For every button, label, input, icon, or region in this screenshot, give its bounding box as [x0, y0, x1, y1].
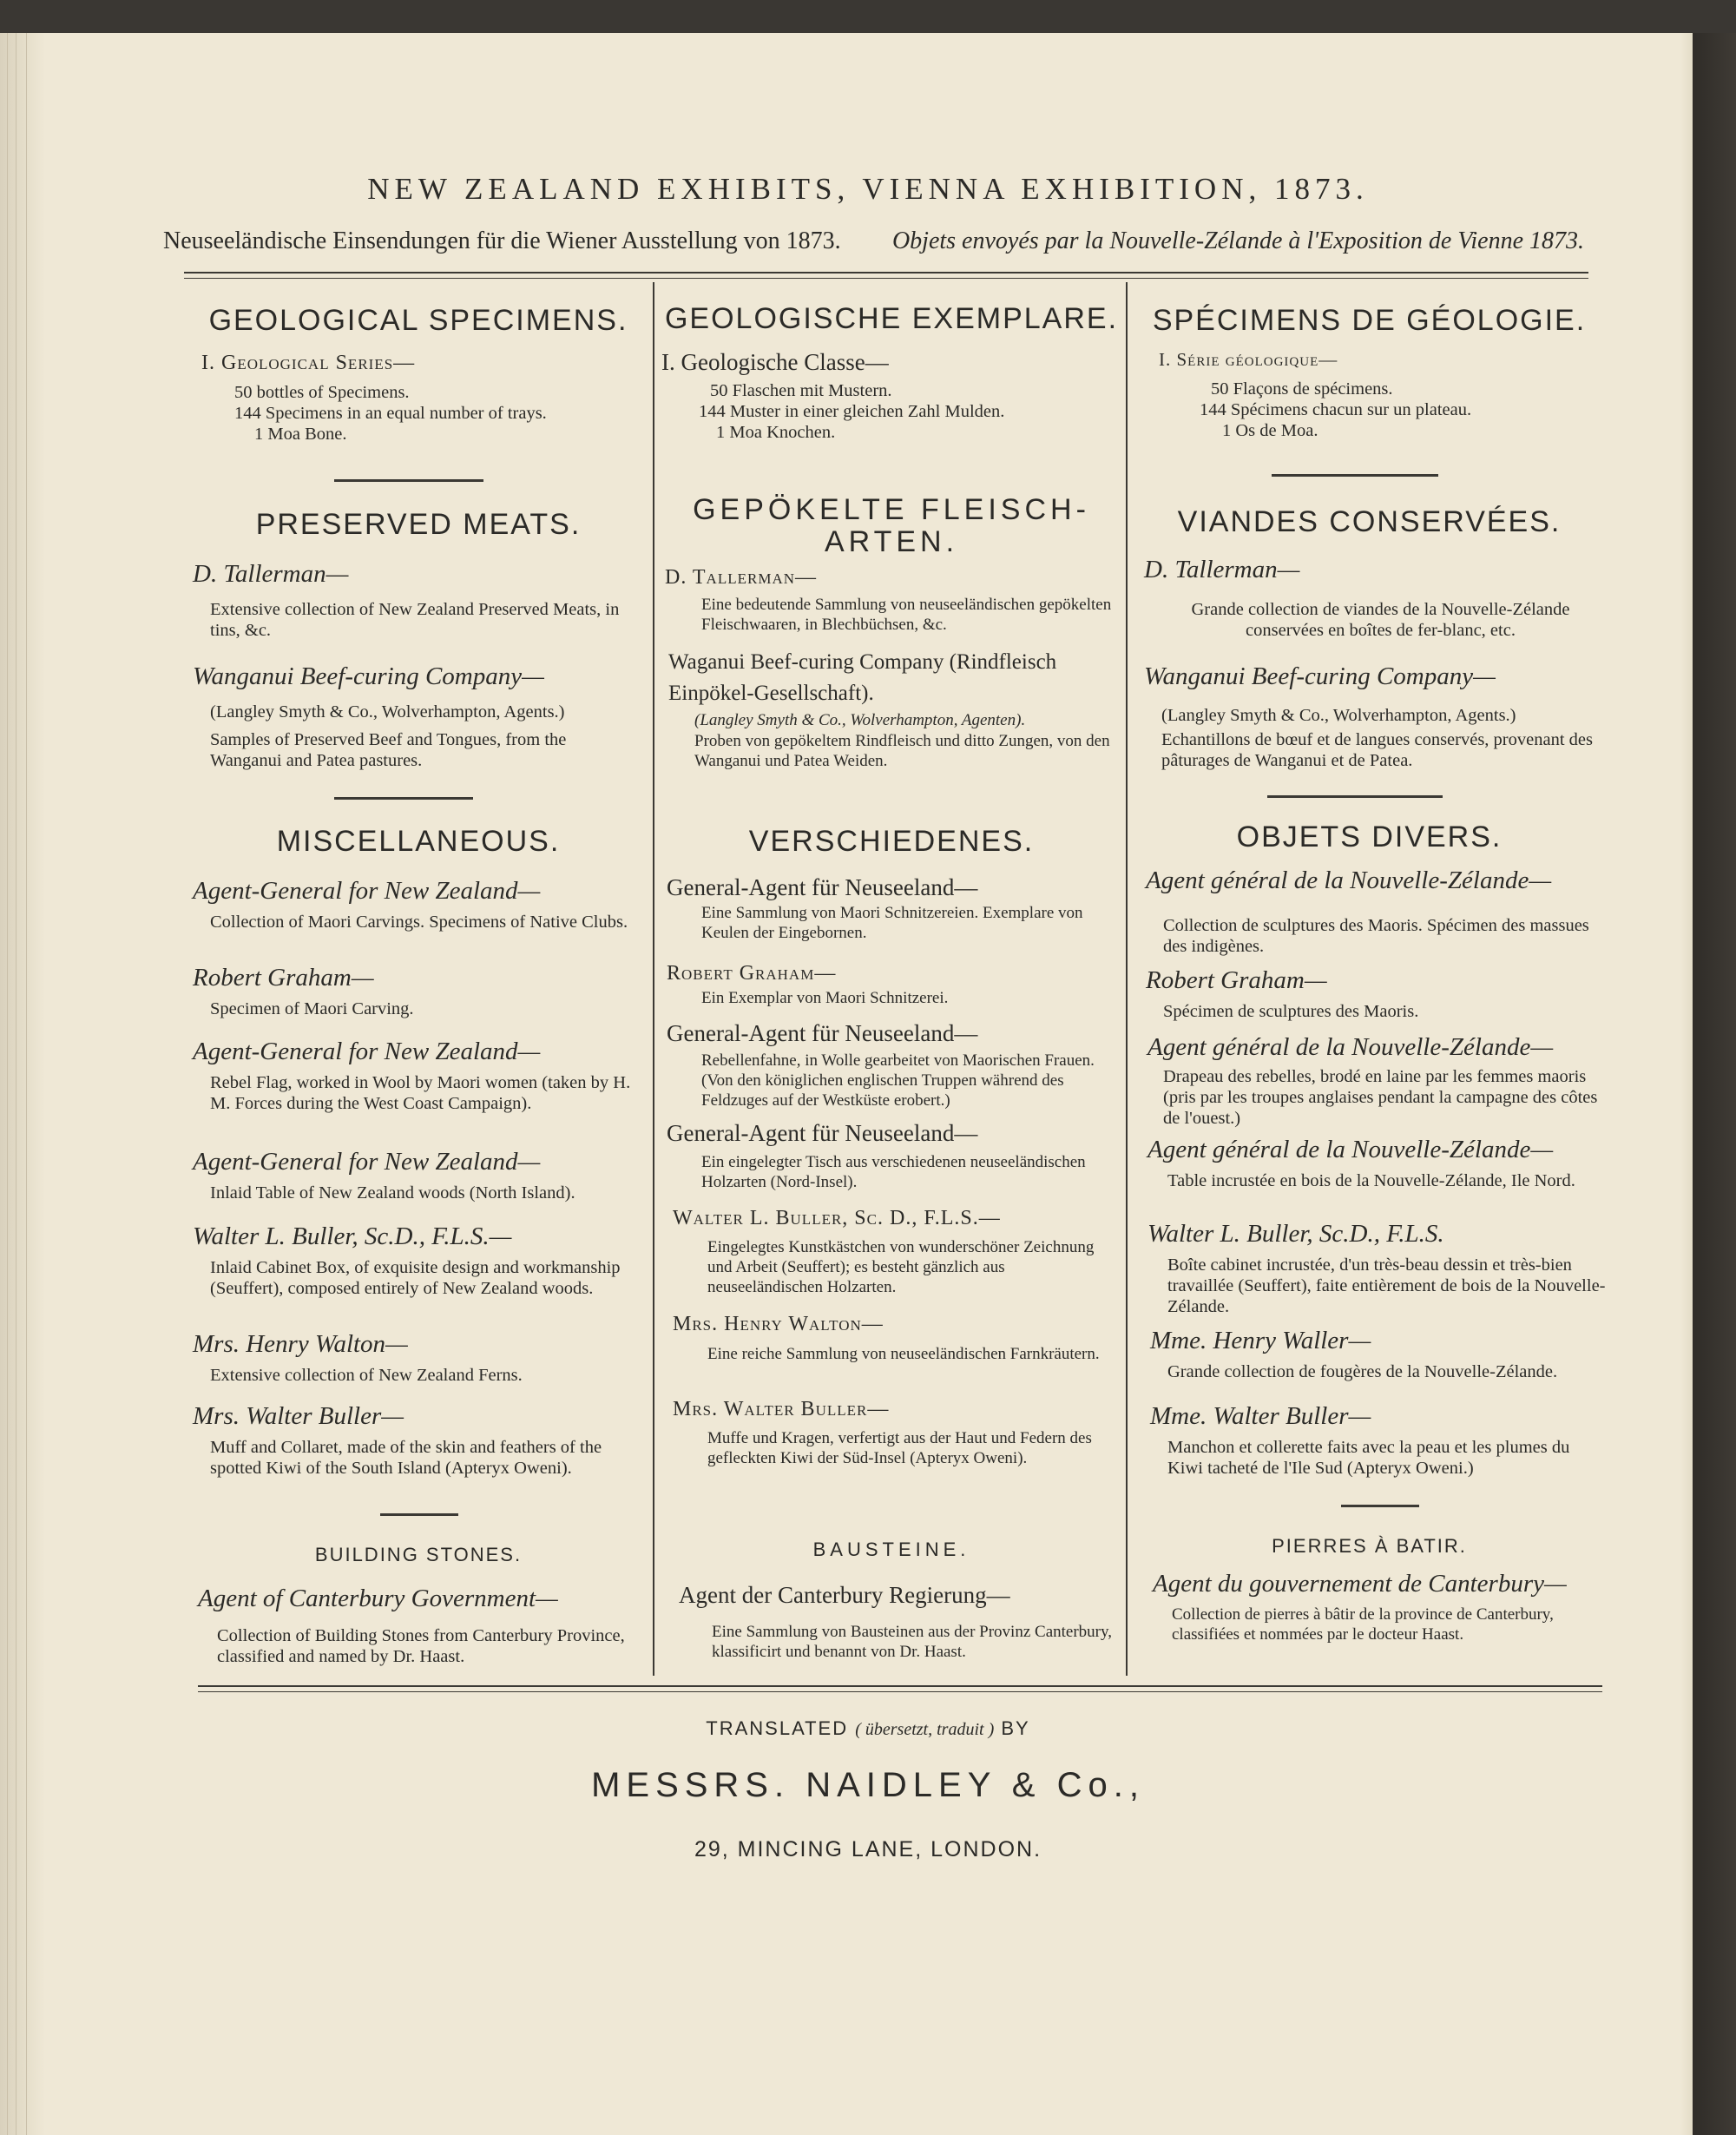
header-rule-bottom — [184, 278, 1588, 279]
exhibit-description: Eine bedeutende Sammlung von neuseeländischen gepökelten Fleischwaaren, in Blechbüchsen, &c. — [701, 596, 1112, 634]
exhibit-description: Extensive collection of New Zealand Ferns. — [210, 1366, 523, 1385]
geo-item: 50 Flaschen mit Mustern. — [710, 381, 892, 400]
exhibit-description: Grande collection de fougères de la Nouvelle-Zélande. — [1167, 1362, 1558, 1381]
by-label: BY — [1001, 1717, 1030, 1739]
translator-address: 29, MINCING LANE, LONDON. — [694, 1837, 1042, 1862]
gepokelte-fleischarten-heading: GEPÖKELTE FLEISCH- — [693, 493, 1090, 526]
exhibitor-name: Agent général de la Nouvelle-Zélande— — [1147, 1033, 1554, 1061]
gepokelte-fleischarten-heading-line2: ARTEN. — [824, 525, 959, 558]
exhibit-description: Collection de pierres à bâtir de la province de Canterbury, classifiées et nommées par le docteur Haast. — [1172, 1605, 1554, 1644]
geological-series-label: I. Geologische Classe— — [661, 349, 889, 375]
exhibit-description: Drapeau des rebelles, brodé en laine par les femmes maoris (pris par les troupes anglaises pendant la campagne des côtes de l'ouest.) — [1163, 1067, 1598, 1128]
geo-item: 50 bottles of Specimens. — [234, 383, 410, 402]
section-divider — [334, 479, 483, 482]
exhibitor-name: Walter L. Buller, Sc.D., F.L.S. — [1147, 1220, 1444, 1248]
exhibit-description: Inlaid Table of New Zealand woods (North Island). — [210, 1183, 575, 1203]
objets-divers-heading: OBJETS DIVERS. — [1236, 820, 1503, 853]
footer-rule-bottom — [198, 1691, 1602, 1692]
geo-item: 1 Moa Knochen. — [716, 423, 836, 442]
exhibitor-name: General-Agent für Neuseeland— — [667, 1020, 978, 1046]
column-divider-right — [1126, 282, 1128, 1676]
geologische-exemplare-heading: GEOLOGISCHE EXEMPLARE. — [664, 302, 1119, 335]
exhibitor-name: Robert Graham— — [1146, 966, 1327, 994]
exhibit-description: Eingelegtes Kunstkästchen von wunderschöner Zeichnung und Arbeit (Seuffert); es besteht gänzlich aus neuseeländischen Holzarten. — [707, 1238, 1095, 1296]
translator-firm: MESSRS. NAIDLEY & Co., — [591, 1766, 1145, 1804]
section-divider — [380, 1513, 458, 1516]
specimens-de-geologie-heading: SPÉCIMENS DE GÉOLOGIE. — [1152, 304, 1587, 337]
exhibitor-name: General-Agent für Neuseeland— — [667, 1120, 978, 1146]
geological-specimens-heading: GEOLOGICAL SPECIMENS. — [208, 304, 628, 337]
exhibit-description: Spécimen de sculptures des Maoris. — [1163, 1002, 1419, 1021]
translated-parenthetical: ( übersetzt, traduit ) — [855, 1720, 995, 1739]
exhibit-description: Manchon et collerette faits avec la peau et les plumes du Kiwi tacheté de l'Ile Sud (Apteryx Oweni.) — [1167, 1438, 1570, 1478]
exhibit-description: Muff and Collaret, made of the skin and feathers of the spotted Kiwi of the South Island (Apteryx Oweni). — [210, 1438, 602, 1478]
geo-item: 1 Moa Bone. — [254, 425, 347, 444]
exhibit-description: Samples of Preserved Beef and Tongues, from the Wanganui and Patea pastures. — [210, 730, 567, 770]
exhibitor-name: Walter L. Buller, Sc.D., F.L.S.— — [193, 1222, 512, 1250]
exhibit-description: Specimen of Maori Carving. — [210, 999, 414, 1018]
page-title: NEW ZEALAND EXHIBITS, VIENNA EXHIBITION, 1873. — [367, 172, 1369, 206]
exhibit-description: Echantillons de bœuf et de langues conservés, provenant des pâturages de Wanganui et de Patea. — [1161, 730, 1593, 770]
exhibitor-agents: (Langley Smyth & Co., Wolverhampton, Agents.) — [1161, 706, 1516, 725]
exhibitor-name: Mme. Walter Buller— — [1150, 1402, 1371, 1430]
exhibitor-name: Wanganui Beef-curing Company— — [193, 662, 544, 690]
exhibitor-name: Robert Graham— — [193, 964, 374, 992]
building-stones-heading: BUILDING STONES. — [314, 1544, 523, 1565]
exhibitor-name: Agent général de la Nouvelle-Zélande— — [1147, 1136, 1554, 1163]
section-divider — [1272, 474, 1438, 477]
translated-label: TRANSLATED — [706, 1717, 849, 1739]
exhibit-description: Grande collection de viandes de la Nouvelle-Zélande conservées en boîtes de fer-blanc, etc. — [1191, 600, 1570, 640]
exhibit-description: Eine Sammlung von Bausteinen aus der Provinz Canterbury, klassificirt und benannt von Dr. Haast. — [712, 1623, 1113, 1661]
geo-item: 144 Spécimens chacun sur un plateau. — [1200, 400, 1472, 419]
exhibitor-name: Mrs. Walter Buller— — [193, 1402, 404, 1430]
exhibit-description: Table incrustée en bois de la Nouvelle-Zélande, Ile Nord. — [1167, 1171, 1575, 1190]
exhibit-description: Eine Sammlung von Maori Schnitzereien. Exemplare von Keulen der Eingebornen. — [701, 904, 1083, 942]
exhibitor-name: D. Tallerman— — [193, 560, 349, 588]
exhibit-description: Collection of Building Stones from Canterbury Province, classified and named by Dr. Haast. — [217, 1626, 625, 1666]
section-divider — [1267, 795, 1443, 798]
exhibitor-name: Walter L. Buller, Sc. D., F.L.S.— — [673, 1207, 1001, 1229]
right-page-edge — [1680, 33, 1693, 2135]
exhibitor-agents: (Langley Smyth & Co., Wolverhampton, Agenten). — [694, 711, 1026, 729]
geological-series-label: I. Geological Series— — [201, 352, 416, 374]
pierres-a-batir-heading: PIERRES À BATIR. — [1272, 1535, 1467, 1557]
geo-item: 144 Specimens in an equal number of trays. — [234, 404, 547, 423]
exhibit-description: Rebel Flag, worked in Wool by Maori women (taken by H. M. Forces during the West Coast Campaign). — [210, 1073, 631, 1113]
geo-item: 144 Muster in einer gleichen Zahl Mulden. — [699, 402, 1005, 421]
exhibitor-name: Agent-General for New Zealand— — [193, 1148, 541, 1176]
geological-series-label: I. Série géologique— — [1159, 349, 1338, 370]
translated-by-line — [0, 1717, 1736, 1740]
miscellaneous-heading: MISCELLANEOUS. — [276, 825, 561, 858]
exhibit-description: Ein Exemplar von Maori Schnitzerei. — [701, 989, 949, 1007]
exhibitor-name: General-Agent für Neuseeland— — [667, 874, 978, 900]
exhibitor-name: Waganui Beef-curing Company (Rindfleisch Einpökel-Gesellschaft). — [668, 650, 1057, 705]
exhibitor-name: Agent-General for New Zealand— — [193, 877, 541, 905]
exhibitor-name: Agent der Canterbury Regierung— — [679, 1582, 1010, 1608]
exhibit-description: Inlaid Cabinet Box, of exquisite design and workmanship (Seuffert), composed entirely of New Zealand woods. — [210, 1258, 621, 1298]
viandes-conservees-heading: VIANDES CONSERVÉES. — [1177, 505, 1562, 538]
exhibitor-name: Robert Graham— — [667, 962, 837, 985]
header-rule-top — [184, 272, 1588, 273]
geo-item: 1 Os de Moa. — [1222, 421, 1318, 440]
exhibitor-name: Agent of Canterbury Government— — [198, 1585, 558, 1612]
exhibitor-name: Mrs. Henry Walton— — [193, 1330, 408, 1358]
exhibitor-name: Agent-General for New Zealand— — [193, 1038, 541, 1065]
exhibit-description: Ein eingelegter Tisch aus verschiedenen neuseeländischen Holzarten (Nord-Insel). — [701, 1153, 1086, 1191]
exhibit-description: Collection de sculptures des Maoris. Spécimen des massues des indigènes. — [1163, 916, 1589, 956]
column-divider-left — [653, 282, 654, 1676]
subtitle-german: Neuseeländische Einsendungen für die Wiener Ausstellung von 1873. — [163, 227, 841, 254]
exhibitor-name: Wanganui Beef-curing Company— — [1144, 662, 1496, 690]
exhibit-description: Eine reiche Sammlung von neuseeländischen Farnkräutern. — [707, 1345, 1100, 1363]
bausteine-heading: BAUSTEINE. — [812, 1539, 970, 1560]
exhibitor-name: Mrs. Walter Buller— — [673, 1398, 890, 1420]
left-page-edge — [0, 33, 45, 2135]
footer-rule-top — [198, 1685, 1602, 1687]
exhibit-description: Proben von gepökeltem Rindfleisch und ditto Zungen, von den Wanganui und Patea Weiden. — [694, 732, 1110, 770]
subtitle-french: Objets envoyés par la Nouvelle-Zélande à l'Exposition de Vienne 1873. — [891, 227, 1584, 254]
exhibitor-name: Mme. Henry Waller— — [1150, 1327, 1371, 1354]
exhibit-description: Boîte cabinet incrustée, d'un très-beau dessin et très-bien travaillée (Seuffert), faite entièrement de bois de la Nouvelle-Zélande. — [1167, 1255, 1606, 1316]
preserved-meats-heading: PRESERVED MEATS. — [255, 508, 582, 541]
exhibit-description: Extensive collection of New Zealand Preserved Meats, in tins, &c. — [210, 600, 620, 640]
exhibit-description: Rebellenfahne, in Wolle gearbeitet von Maorischen Frauen. (Von den königlichen englischen Truppen während des Feldzuges auf der Westküste erobert.) — [701, 1051, 1095, 1110]
book-spine — [1693, 33, 1736, 2135]
exhibitor-agents: (Langley Smyth & Co., Wolverhampton, Agents.) — [210, 702, 565, 722]
exhibitor-name: D. Tallerman— — [1144, 556, 1300, 583]
exhibitor-name: Mrs. Henry Walton— — [673, 1313, 884, 1335]
section-divider — [1341, 1505, 1419, 1507]
exhibitor-name: Agent général de la Nouvelle-Zélande— — [1146, 867, 1552, 894]
verschiedenes-heading: VERSCHIEDENES. — [748, 825, 1035, 858]
geo-item: 50 Flaçons de spécimens. — [1211, 379, 1393, 399]
exhibit-description: Collection of Maori Carvings. Specimens of Native Clubs. — [210, 913, 628, 932]
exhibitor-name: Agent du gouvernement de Canterbury— — [1153, 1570, 1567, 1598]
exhibitor-name: D. Tallerman— — [665, 566, 817, 589]
section-divider — [334, 797, 473, 800]
exhibit-description: Muffe und Kragen, verfertigt aus der Haut und Federn des gefleckten Kiwi der Süd-Insel (Apteryx Oweni). — [707, 1429, 1092, 1467]
